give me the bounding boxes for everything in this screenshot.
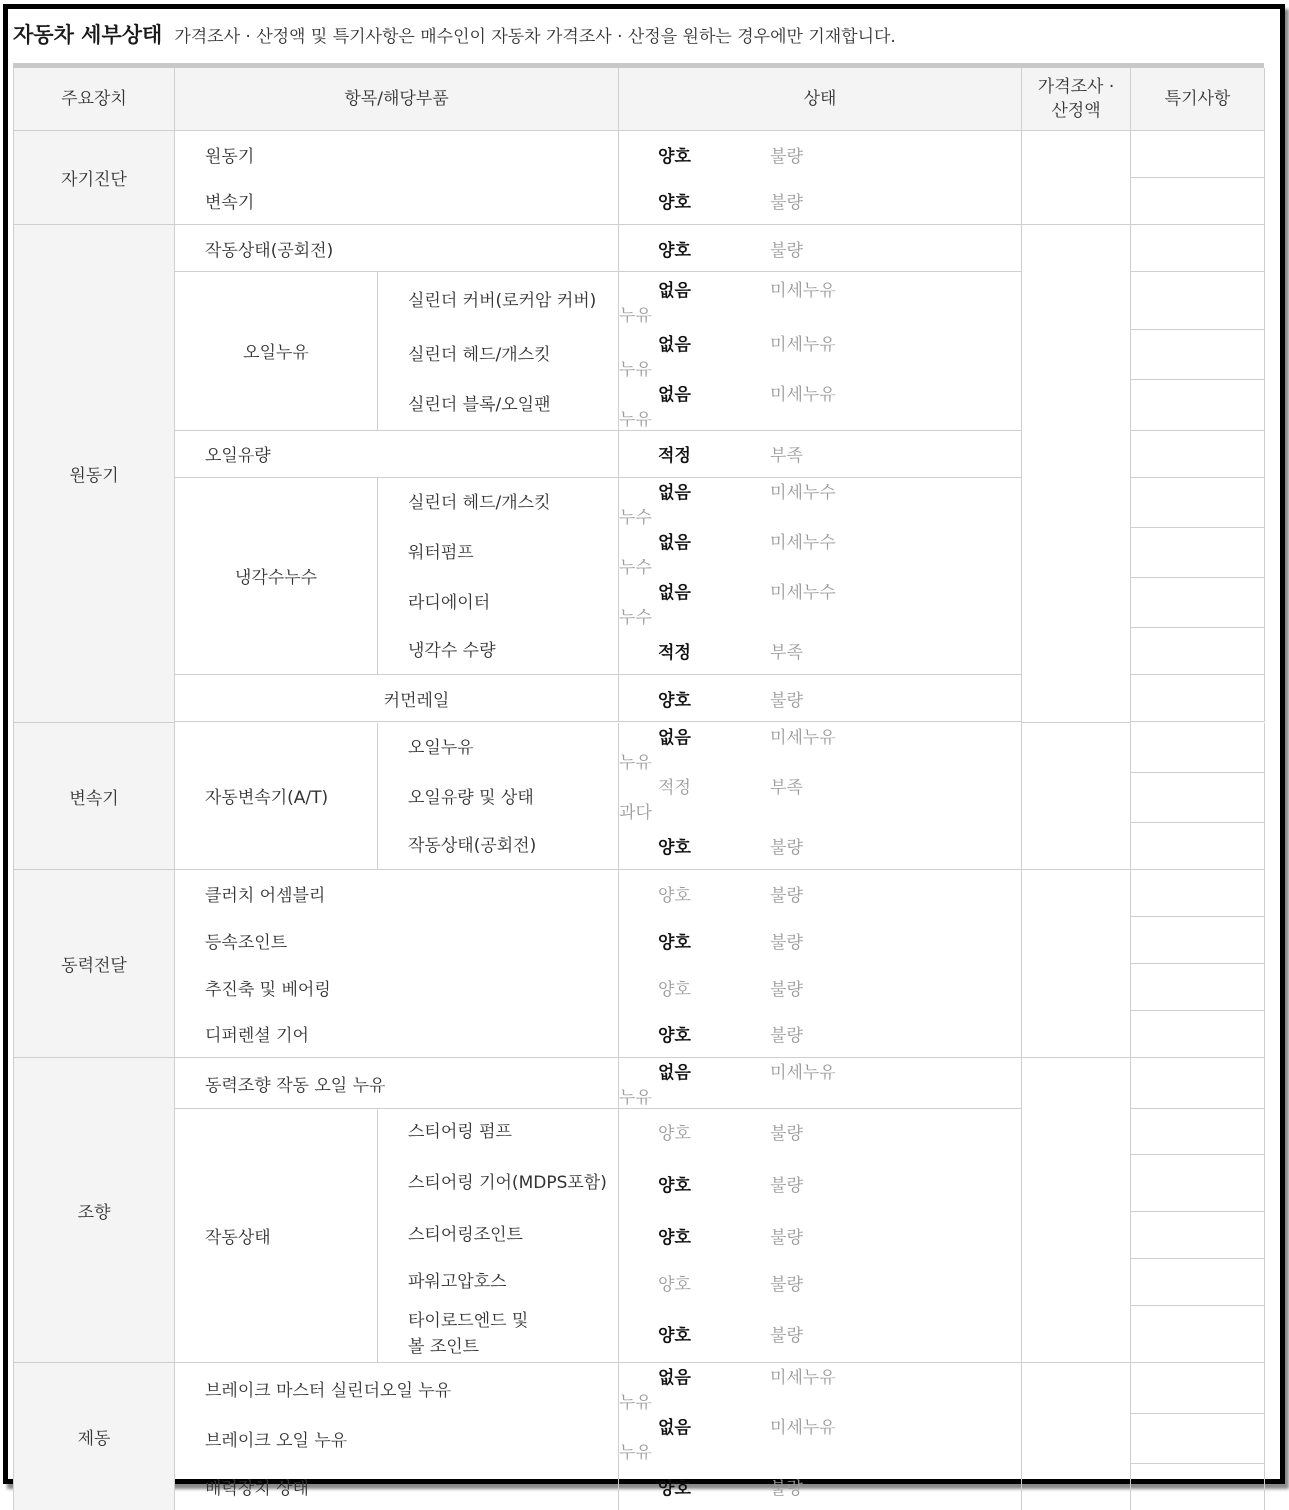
status-option: 양호 (619, 686, 770, 711)
item-label: 작동상태(공회전) (175, 225, 619, 272)
status-option: 양호 (619, 1474, 770, 1499)
status-option: 미세누유 (770, 330, 918, 355)
status-option: 불량 (770, 975, 918, 1000)
status-option: 양호 (619, 1171, 770, 1196)
note-cell (1131, 628, 1265, 675)
sub-item-label: 오일유량 및 상태 (378, 773, 619, 823)
item-label: 냉각수누수 (175, 477, 378, 675)
note-cell (1131, 330, 1265, 380)
status-option: 양호 (619, 1021, 770, 1046)
col-price (1022, 68, 1131, 131)
section-subtitle: 가격조사 · 산정액 및 특기사항은 매수인이 자동차 가격조사 · 산정을 원하는 경우에만 기재합니다. (174, 22, 896, 47)
sub-item-label-line2: 볼 조인트 (408, 1337, 479, 1357)
status-option: 누유 (619, 301, 767, 326)
status-option: 없음 (619, 478, 770, 503)
status-options (619, 225, 1022, 272)
status-option: 양호 (619, 236, 770, 261)
note-cell (1131, 964, 1265, 1011)
status-option: 없음 (619, 528, 770, 553)
status-option: 없음 (619, 1363, 770, 1388)
table-row (14, 1058, 1265, 1109)
status-option: 없음 (619, 723, 770, 748)
status-option: 양호 (619, 928, 770, 953)
status-option: 미세누수 (770, 478, 918, 503)
status-option: 불량 (770, 1021, 918, 1046)
table-header-row (14, 68, 1265, 131)
sub-item-label: 작동상태(공회전) (378, 823, 619, 870)
status-option: 불량 (770, 236, 918, 261)
status-option: 양호 (619, 188, 770, 213)
status-option: 불량 (770, 1321, 918, 1346)
status-options (619, 917, 1022, 964)
status-options (619, 528, 1022, 578)
note-cell (1131, 773, 1265, 823)
status-option: 없음 (619, 276, 770, 301)
note-cell (1131, 1011, 1265, 1058)
status-options (619, 1413, 1022, 1463)
status-option: 미세누수 (770, 578, 918, 603)
item-label: 커먼레일 (175, 675, 619, 722)
table-row (14, 870, 1265, 917)
item-label: 오일누유 (175, 272, 378, 431)
note-cell (1131, 430, 1265, 477)
group-engine: 원동기 (14, 225, 175, 723)
section-header (13, 19, 896, 55)
note-cell (1131, 917, 1265, 964)
price-cell (1022, 1058, 1131, 1363)
note-cell (1131, 1259, 1265, 1306)
sub-item-label: 실린더 헤드/개스킷 (378, 477, 619, 528)
note-cell (1131, 380, 1265, 431)
status-options (619, 1155, 1022, 1212)
col-note: 특기사항 (1131, 68, 1265, 131)
sub-item-label-line1: 타이로드엔드 및 (408, 1311, 528, 1331)
status-option: 불량 (770, 1270, 918, 1295)
status-option: 불량 (770, 686, 918, 711)
status-option: 적정 (619, 638, 770, 663)
item-label: 배력장치 상태 (175, 1463, 619, 1510)
status-options (619, 964, 1022, 1011)
status-option: 없음 (619, 1058, 770, 1083)
status-option: 없음 (619, 1413, 770, 1438)
note-cell (1131, 1463, 1265, 1510)
price-cell (1022, 131, 1131, 225)
status-option: 누유 (619, 1388, 767, 1413)
note-cell (1131, 1413, 1265, 1463)
sub-item-label: 스티어링 기어(MDPS포함) (378, 1155, 619, 1212)
status-option: 미세누수 (770, 528, 918, 553)
note-cell (1131, 675, 1265, 722)
status-options (619, 773, 1022, 823)
status-option: 미세누유 (770, 380, 918, 405)
item-label: 변속기 (175, 178, 619, 225)
status-option: 누유 (619, 1438, 767, 1463)
status-options (619, 870, 1022, 917)
sub-item-label: 스티어링조인트 (378, 1212, 619, 1259)
price-cell (1022, 870, 1131, 1058)
status-option: 부족 (770, 441, 918, 466)
price-cell (1022, 723, 1131, 870)
status-options (619, 628, 1022, 675)
group-steer: 조향 (14, 1058, 175, 1363)
status-options (619, 675, 1022, 722)
sub-item-label: 실린더 헤드/개스킷 (378, 330, 619, 380)
group-power: 동력전달 (14, 870, 175, 1058)
col-price-line2: 산정액 (1051, 101, 1100, 121)
status-option: 양호 (619, 881, 770, 906)
section-title: 자동차 세부상태 (13, 19, 162, 49)
status-option: 불량 (770, 833, 918, 858)
item-label: 동력조향 작동 오일 누유 (175, 1058, 619, 1109)
sub-item-label: 실린더 커버(로커암 커버) (378, 272, 619, 330)
status-option: 양호 (619, 142, 770, 167)
col-item: 항목/해당부품 (175, 68, 619, 131)
table-row (14, 1363, 1265, 1414)
sub-item-label: 라디에이터 (378, 578, 619, 628)
status-options (619, 272, 1022, 330)
status-options (619, 1463, 1022, 1510)
status-options (619, 380, 1022, 431)
item-label: 원동기 (175, 131, 619, 178)
status-option: 미세누유 (770, 723, 918, 748)
status-option: 불량 (770, 1171, 918, 1196)
price-cell (1022, 1363, 1131, 1510)
note-cell (1131, 477, 1265, 528)
status-options (619, 131, 1022, 178)
status-option: 누수 (619, 553, 767, 578)
sub-item-label: 파워고압호스 (378, 1259, 619, 1306)
status-option: 미세누유 (770, 1058, 918, 1083)
status-option: 불량 (770, 142, 918, 167)
status-option: 누유 (619, 405, 767, 430)
status-option: 불량 (770, 1119, 918, 1144)
status-option: 불량 (770, 188, 918, 213)
item-label: 추진축 및 베어링 (175, 964, 619, 1011)
item-label: 자동변속기(A/T) (175, 723, 378, 870)
status-options (619, 723, 1022, 773)
status-option: 양호 (619, 833, 770, 858)
item-label: 등속조인트 (175, 917, 619, 964)
sub-item-label (378, 1306, 619, 1363)
inspection-table (13, 68, 1265, 1510)
group-brake: 제동 (14, 1363, 175, 1510)
sub-item-label: 실린더 블록/오일팬 (378, 380, 619, 431)
sub-item-label: 워터펌프 (378, 528, 619, 578)
status-option: 과다 (619, 798, 767, 823)
status-option: 양호 (619, 1270, 770, 1295)
table-row (14, 225, 1265, 272)
status-options (619, 823, 1022, 870)
status-options (619, 1109, 1022, 1155)
col-main-device: 주요장치 (14, 68, 175, 131)
status-option: 양호 (619, 975, 770, 1000)
note-cell (1131, 870, 1265, 917)
status-options (619, 477, 1022, 528)
status-options (619, 178, 1022, 225)
status-option: 불량 (770, 1474, 918, 1499)
status-option: 부족 (770, 773, 918, 798)
status-option: 누유 (619, 748, 767, 773)
status-options (619, 1212, 1022, 1259)
status-options (619, 1306, 1022, 1363)
status-option: 불량 (770, 1223, 918, 1248)
sub-item-label: 스티어링 펌프 (378, 1109, 619, 1155)
status-options (619, 1011, 1022, 1058)
note-cell (1131, 1109, 1265, 1155)
status-options (619, 1363, 1022, 1414)
item-label: 디퍼렌셜 기어 (175, 1011, 619, 1058)
sub-item-label: 냉각수 수량 (378, 628, 619, 675)
note-cell (1131, 178, 1265, 225)
status-option: 양호 (619, 1321, 770, 1346)
status-option: 미세누유 (770, 276, 918, 301)
note-cell (1131, 723, 1265, 773)
status-option: 누수 (619, 603, 767, 628)
price-cell (1022, 225, 1131, 723)
note-cell (1131, 1155, 1265, 1212)
table-row (14, 723, 1265, 773)
status-option: 누수 (619, 503, 767, 528)
group-trans: 변속기 (14, 723, 175, 870)
col-price-line1: 가격조사 · (1038, 77, 1115, 97)
status-option: 부족 (770, 638, 918, 663)
note-cell (1131, 1212, 1265, 1259)
note-cell (1131, 578, 1265, 628)
note-cell (1131, 823, 1265, 870)
note-cell (1131, 528, 1265, 578)
status-option: 누유 (619, 1083, 767, 1108)
status-option: 미세누유 (770, 1413, 918, 1438)
status-option: 불량 (770, 928, 918, 953)
note-cell (1131, 272, 1265, 330)
item-label: 작동상태 (175, 1109, 378, 1363)
status-option: 양호 (619, 1223, 770, 1248)
status-option: 적정 (619, 441, 770, 466)
status-option: 없음 (619, 330, 770, 355)
item-label: 브레이크 마스터 실린더오일 누유 (175, 1363, 619, 1414)
status-options (619, 430, 1022, 477)
status-option: 불량 (770, 881, 918, 906)
status-option: 없음 (619, 380, 770, 405)
status-options (619, 578, 1022, 628)
note-cell (1131, 1058, 1265, 1109)
status-option: 없음 (619, 578, 770, 603)
item-label: 오일유량 (175, 430, 619, 477)
group-selfdiag: 자기진단 (14, 131, 175, 225)
note-cell (1131, 131, 1265, 178)
status-options (619, 1259, 1022, 1306)
sub-item-label: 오일누유 (378, 723, 619, 773)
note-cell (1131, 1306, 1265, 1363)
status-option: 누유 (619, 355, 767, 380)
item-label: 클러치 어셈블리 (175, 870, 619, 917)
status-option: 적정 (619, 773, 770, 798)
note-cell (1131, 1363, 1265, 1414)
col-status: 상태 (619, 68, 1022, 131)
status-option: 미세누유 (770, 1363, 918, 1388)
document-frame (3, 4, 1285, 1484)
status-options (619, 1058, 1022, 1109)
status-option: 양호 (619, 1119, 770, 1144)
item-label: 브레이크 오일 누유 (175, 1413, 619, 1463)
note-cell (1131, 225, 1265, 272)
table-row (14, 131, 1265, 178)
status-options (619, 330, 1022, 380)
